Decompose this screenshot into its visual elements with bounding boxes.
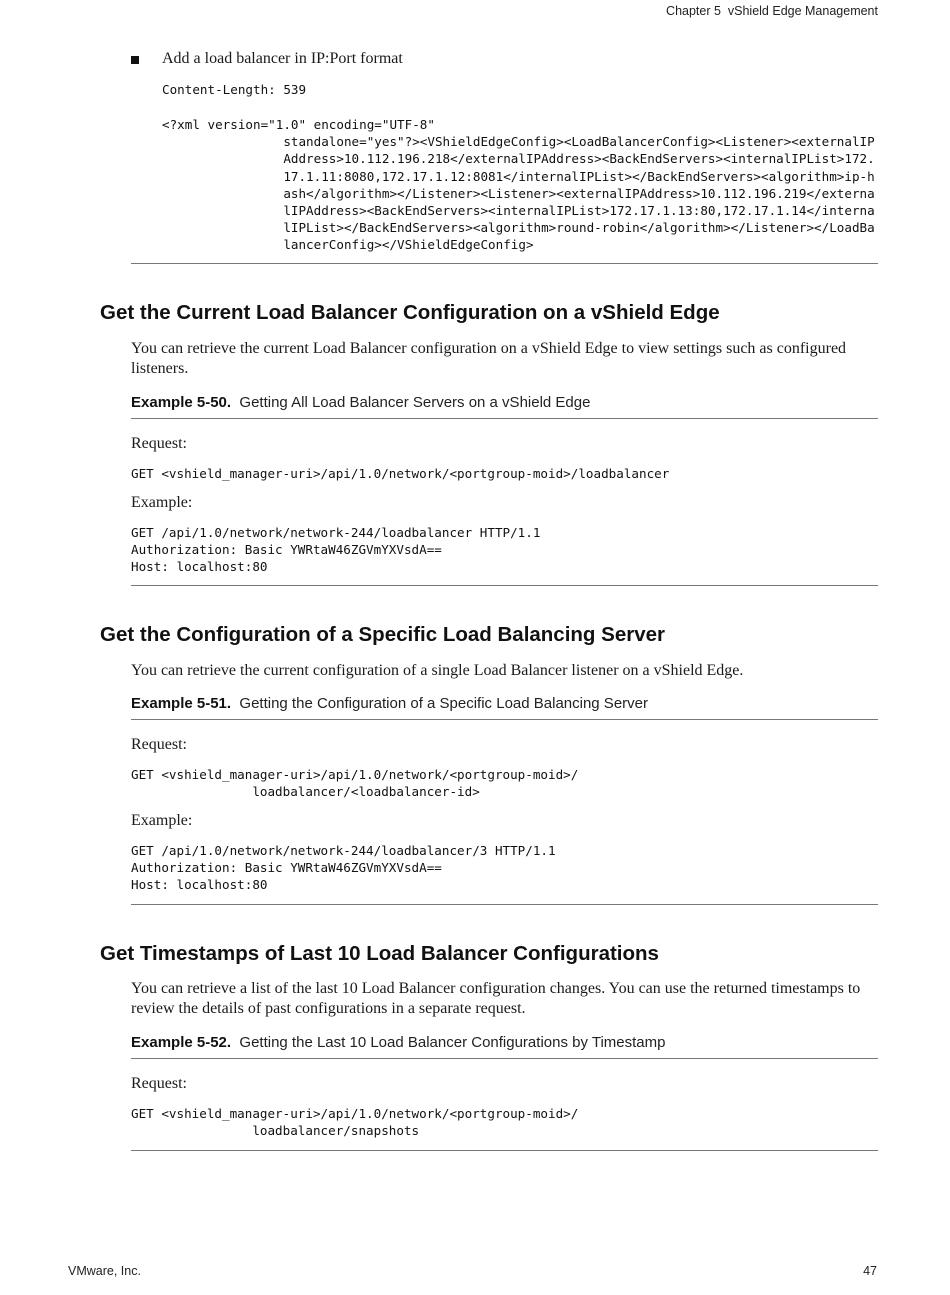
section-divider <box>131 904 878 905</box>
bullet-square-icon <box>131 56 139 64</box>
example-title <box>131 695 648 712</box>
request-label: Request: <box>131 435 187 452</box>
example-rule <box>131 1058 878 1059</box>
request-label: Request: <box>131 736 187 753</box>
example-label: Example 5-52. <box>131 1034 232 1051</box>
example-rule <box>131 719 878 720</box>
footer-company: VMware, Inc. <box>68 1264 141 1278</box>
section-heading: Get the Current Load Balancer Configuration on a vShield Edge <box>100 301 720 324</box>
example-label: Example 5-50. <box>131 394 232 411</box>
example-caption: Getting the Last 10 Load Balancer Configurations by Timestamp <box>239 1034 666 1051</box>
running-header: Chapter 5 vShield Edge Management <box>666 4 878 18</box>
example-code: GET /api/1.0/network/network-244/loadbalancer HTTP/1.1 Authorization: Basic YWRtaW46ZGVmYXVsdA== Host: localhost:80 <box>131 525 541 575</box>
example-label: Example 5-51. <box>131 695 232 712</box>
section-divider <box>131 585 878 586</box>
request-code: GET <vshield_manager-uri>/api/1.0/network/<portgroup-moid>/loadbalancer <box>131 466 670 481</box>
example-rule <box>131 418 878 419</box>
bullet-text: Add a load balancer in IP:Port format <box>162 50 403 67</box>
request-code: GET <vshield_manager-uri>/api/1.0/network/<portgroup-moid>/ loadbalancer/snapshots <box>131 1106 579 1139</box>
example-label-text: Example: <box>131 494 193 511</box>
example-title <box>131 1034 666 1051</box>
section-divider <box>131 1150 878 1151</box>
section-divider <box>131 263 878 264</box>
section-heading: Get the Configuration of a Specific Load Balancing Server <box>100 623 665 646</box>
request-label: Request: <box>131 1075 187 1092</box>
example-code: GET /api/1.0/network/network-244/loadbalancer/3 HTTP/1.1 Authorization: Basic YWRtaW46ZGVmYXVsdA== Host: localhost:80 <box>131 843 556 893</box>
page-number: 47 <box>863 1264 877 1278</box>
example-title <box>131 394 590 411</box>
example-caption: Getting the Configuration of a Specific Load Balancing Server <box>239 695 648 712</box>
section-paragraph: You can retrieve the current Load Balancer configuration on a vShield Edge to view settings such as configured listeners. <box>131 340 847 377</box>
section-paragraph: You can retrieve a list of the last 10 Load Balancer configuration changes. You can use the returned timestamps to review the details of past configurations in a separate request. <box>131 980 861 1017</box>
example-caption: Getting All Load Balancer Servers on a vShield Edge <box>239 394 591 411</box>
section-paragraph: You can retrieve the current configuration of a single Load Balancer listener on a vShield Edge. <box>131 662 744 679</box>
content-length-code: Content-Length: 539 <box>162 82 307 97</box>
section-heading: Get Timestamps of Last 10 Load Balancer Configurations <box>100 942 659 965</box>
request-code: GET <vshield_manager-uri>/api/1.0/network/<portgroup-moid>/ loadbalancer/<loadbalancer-id> <box>131 767 579 800</box>
example-label-text: Example: <box>131 812 193 829</box>
xml-code-block: <?xml version="1.0" encoding="UTF-8" standalone="yes"?><VShieldEdgeConfig><LoadBalancerConfig><Listener><externalIP Address>10.112.196.218</externalIPAddress><BackEndServers><internalIPList>172. 17.1.11:8080,172.17.1.12:8081</internalIPList></BackEndServers><algorithm>ip-h ash</algorithm></Listener><Listener><externalIPAddress>10.112.196.219</externa lIPAddress><BackEndServers><internalIPList>172.17.1.13:80,172.17.1.14</interna lIPList></BackEndServers><algorithm>round-robin</algorithm></Listener></LoadBa lancerConfig></VShieldEdgeConfig> <box>162 117 875 253</box>
